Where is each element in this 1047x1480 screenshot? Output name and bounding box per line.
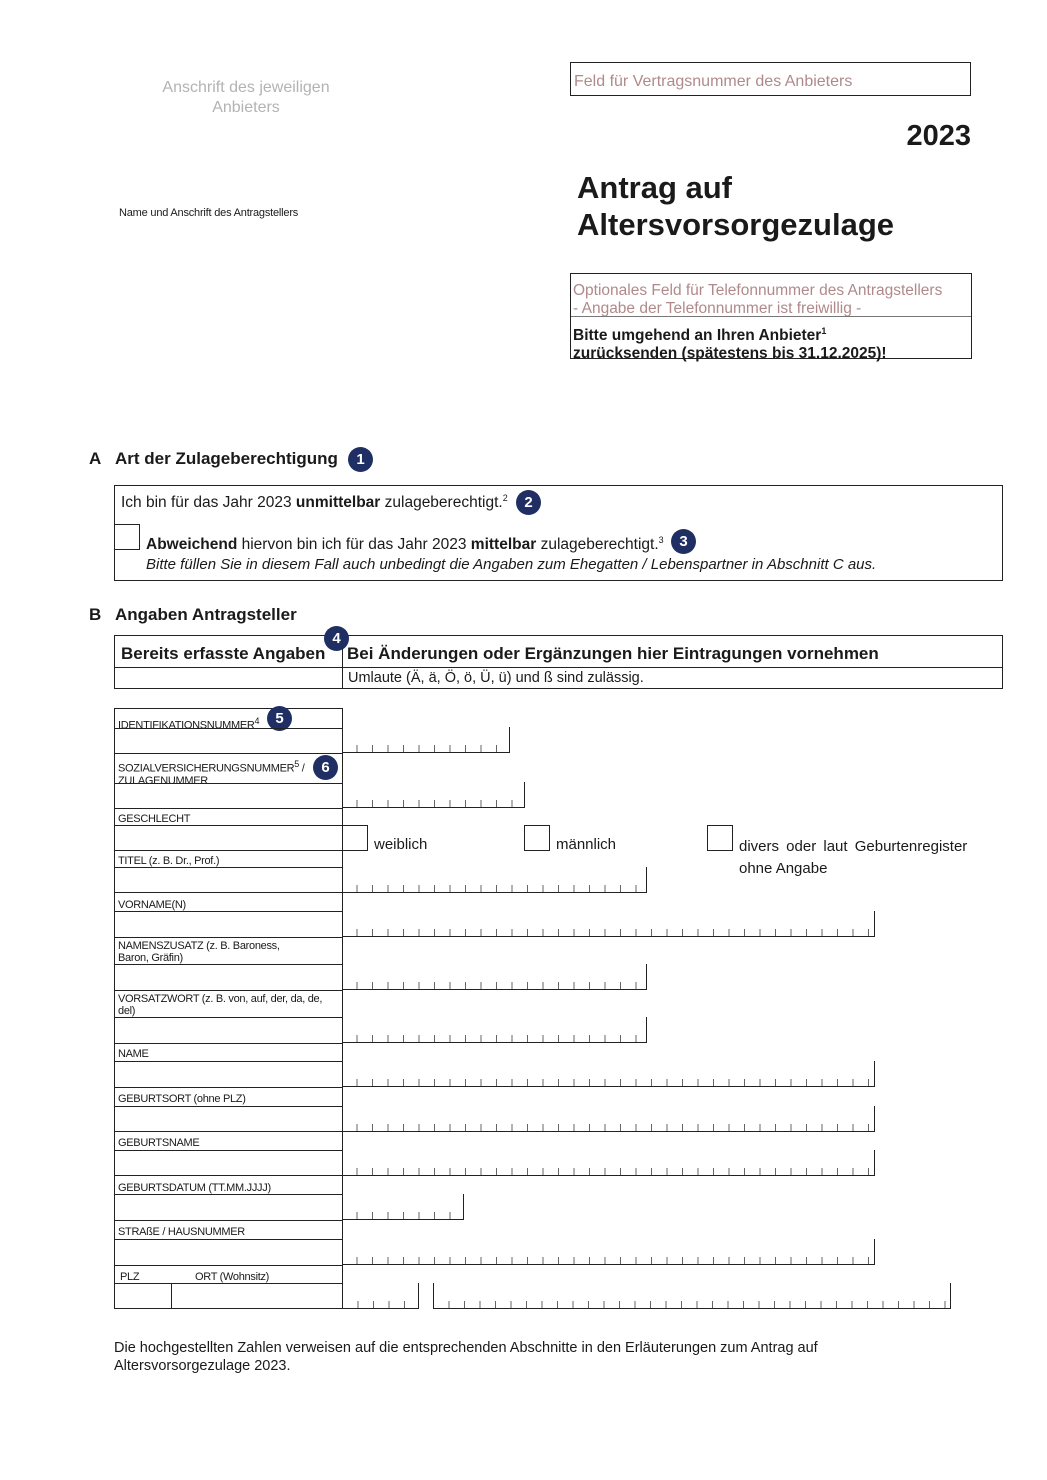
- badge-5: 5: [267, 706, 292, 731]
- phone-field-line2: - Angabe der Telefonnummer ist freiwillig -: [573, 300, 862, 317]
- city-input[interactable]: [433, 1283, 951, 1309]
- form-title: [577, 169, 894, 243]
- gender-diverse-checkbox[interactable]: [707, 825, 733, 851]
- gender-label: GESCHLECHT: [118, 813, 191, 825]
- gender-female-checkbox[interactable]: [342, 825, 368, 851]
- badge-3: 3: [671, 529, 696, 554]
- col-existing-header: Bereits erfasste Angaben: [121, 644, 326, 663]
- section-b-letter: B: [89, 605, 102, 624]
- name-label: NAME: [118, 1048, 149, 1060]
- section-b-header-table: [114, 635, 1003, 689]
- return-note-sup: 1: [821, 326, 827, 336]
- form-title-line1: Antrag auf: [577, 170, 732, 205]
- badge-2: 2: [516, 490, 541, 515]
- name-input[interactable]: [342, 1061, 875, 1087]
- birthplace-label: GEBURTSORT (ohne PLZ): [118, 1093, 246, 1105]
- applicant-address-label: Name und Anschrift des Antragstellers: [119, 207, 299, 219]
- indirect-eligibility-checkbox[interactable]: [114, 524, 140, 550]
- form-title-line2: Altersvorsorgezulage: [577, 207, 894, 242]
- badge-4: 4: [324, 626, 349, 651]
- firstname-input[interactable]: [342, 911, 875, 937]
- firstname-label: VORNAME(N): [118, 899, 186, 911]
- street-label: STRAßE / HAUSNUMMER: [118, 1226, 245, 1238]
- phone-field-line1: Optionales Feld für Telefonnummer des Antragstellers: [573, 282, 943, 299]
- section-a-box: [114, 485, 1003, 581]
- idnr-input[interactable]: [342, 727, 510, 753]
- prefix-input[interactable]: [342, 1017, 647, 1043]
- birthname-label: GEBURTSNAME: [118, 1137, 200, 1149]
- gender-male-label: männlich: [556, 836, 617, 853]
- city-label: ORT (Wohnsitz): [195, 1271, 270, 1283]
- birthname-input[interactable]: [342, 1150, 875, 1176]
- provider-address: Anschrift des jeweiligen Anbieters: [162, 79, 330, 116]
- form-year: 2023: [906, 120, 971, 152]
- name-suffix-input[interactable]: [342, 964, 647, 990]
- badge-1: 1: [348, 447, 373, 472]
- return-note-line1: Bitte umgehend an Ihren Anbieter: [573, 327, 822, 345]
- title-input[interactable]: [342, 867, 647, 893]
- birthdate-label: GEBURTSDATUM (TT.MM.JJJJ): [118, 1182, 271, 1194]
- badge-6: 6: [313, 755, 338, 780]
- return-note: [573, 322, 887, 363]
- zip-label: PLZ: [120, 1271, 140, 1283]
- prefix-label: VORSATZWORT (z. B. von, auf, der, da, de, del): [118, 993, 323, 1017]
- footnote: Die hochgestellten Zahlen verweisen auf die entsprechenden Abschnitte in den Erläuterungen zum Antrag auf Altersvorsorgezulage 2023.: [114, 1340, 818, 1374]
- name-suffix-label: NAMENSZUSATZ (z. B. Baroness, Baron, Gräfin): [118, 940, 280, 964]
- contract-number-placeholder: Feld für Vertragsnummer des Anbieters: [574, 73, 853, 90]
- birthdate-input[interactable]: [342, 1194, 464, 1220]
- section-a-letter: A: [89, 449, 102, 468]
- idnr-label: IDENTIFIKATIONSNUMMER$^4$: [118, 716, 260, 732]
- title-label: TITEL (z. B. Dr., Prof.): [118, 855, 220, 867]
- section-a-title: Art der Zulageberechtigung: [115, 449, 338, 468]
- direct-eligibility-text: Ich bin für das Jahr 2023 unmittelbar zulageberechtigt.$^2$: [121, 493, 508, 512]
- birthplace-input[interactable]: [342, 1106, 875, 1132]
- svnr-label: SOZIALVERSICHERUNGSNUMMER$^5$ / ZULAGENUMMER: [118, 759, 305, 787]
- gender-male-checkbox[interactable]: [524, 825, 550, 851]
- gender-diverse-label: divers oder laut Geburtenregister ohne Angabe: [739, 838, 968, 877]
- zip-input[interactable]: [342, 1283, 419, 1309]
- phone-return-box: [570, 273, 972, 363]
- contract-number-field[interactable]: [570, 62, 971, 96]
- phone-field[interactable]: [573, 282, 942, 318]
- col-changes-header: Bei Änderungen oder Ergänzungen hier Eintragungen vornehmen: [347, 644, 879, 663]
- return-note-line2: zurücksenden (spätestens bis 31.12.2025)!: [573, 345, 887, 363]
- gender-female-label: weiblich: [374, 836, 428, 853]
- spouse-note: Bitte füllen Sie in diesem Fall auch unbedingt die Angaben zum Ehegatten / Lebenspartner in Abschnitt C aus.: [146, 556, 877, 573]
- umlaut-note: Umlaute (Ä, ä, Ö, ö, Ü, ü) und ß sind zulässig.: [348, 670, 644, 686]
- section-b-title: Angaben Antragsteller: [115, 605, 297, 624]
- svnr-input[interactable]: [342, 782, 525, 808]
- street-input[interactable]: [342, 1239, 875, 1265]
- indirect-eligibility-text: Abweichend hiervon bin ich für das Jahr 2023 mittelbar zulageberechtigt.$^3$: [146, 535, 664, 554]
